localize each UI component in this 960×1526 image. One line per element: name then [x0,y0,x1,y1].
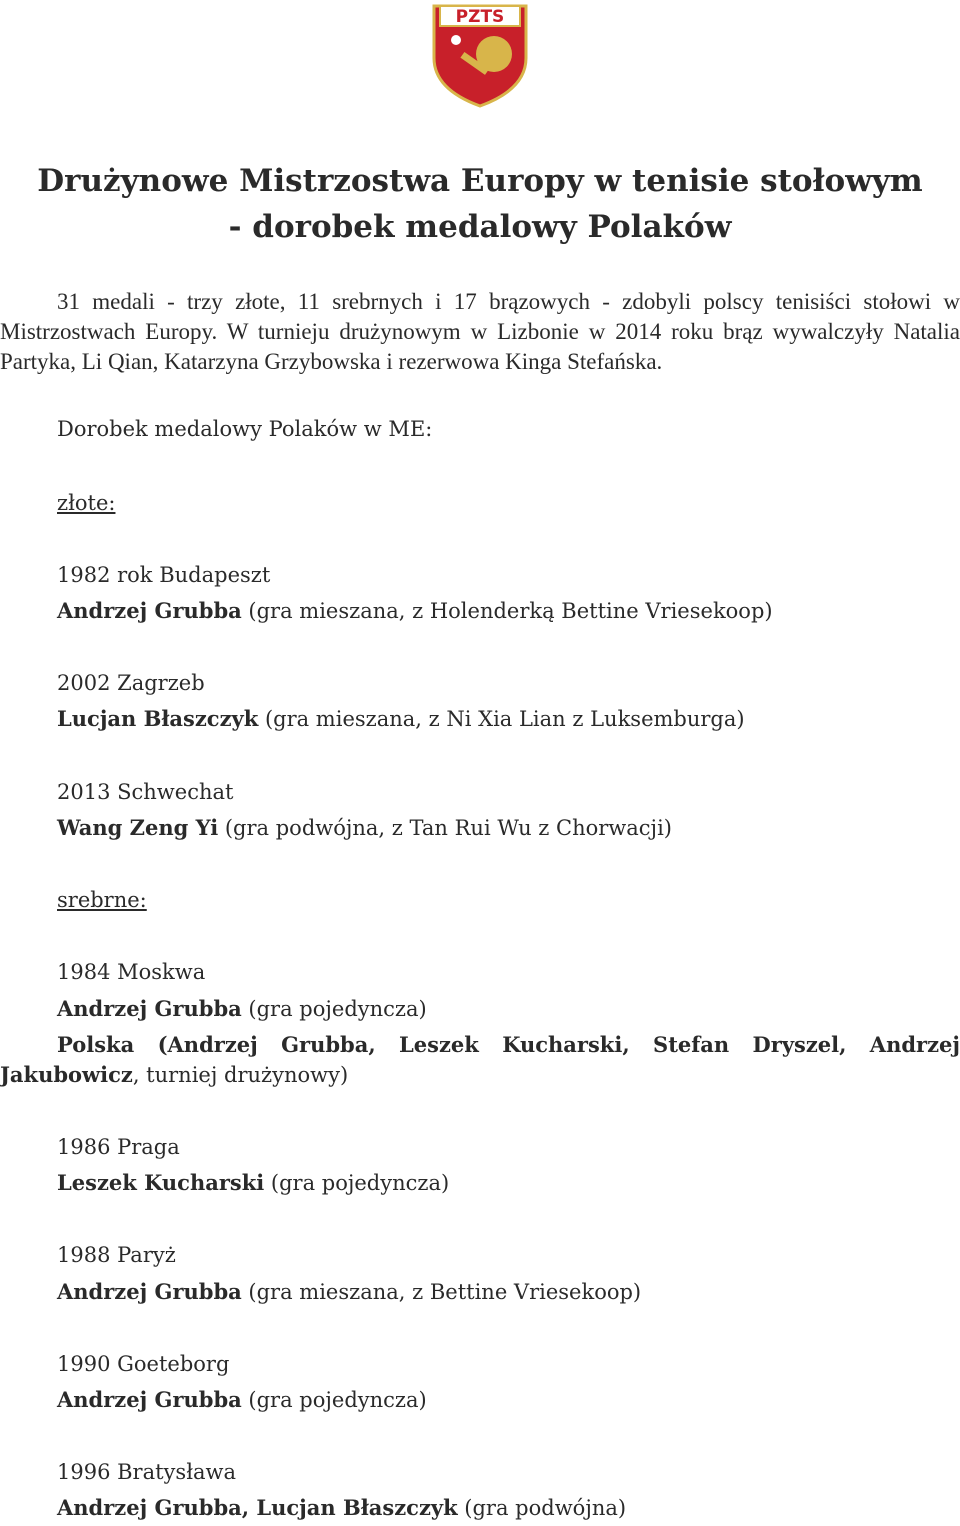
page-title-line-2: - dorobek medalowy Polaków [228,209,732,245]
silver-2-detail: (gra pojedyncza) [264,1171,450,1195]
silver-4-result [0,1385,960,1415]
silver-4-names: Andrzej Grubba [57,1387,242,1412]
silver-5-event: 1996 Bratysława [57,1460,237,1484]
silver-3-result [0,1277,960,1307]
silver-2-result [0,1168,960,1198]
intro-paragraph: 31 medali - trzy złote, 11 srebrnych i 17 brązowych - zdobyli polscy tenisiści stołowi w Mistrzostwach Europy. W turnieju drużynowym w Lizbonie w 2014 roku brąz wywalczyły Natalia Partyka, Li Qian, Katarzyna Grzybowska i rezerwowa Kinga Stefańska. [0,289,960,374]
gold-1-detail: (gra mieszana, z Holenderką Bettine Vriesekoop) [241,599,773,623]
gold-3-names: Wang Zeng Yi [57,815,219,840]
gold-heading: złote: [57,491,116,515]
gold-3-result [0,813,960,843]
gold-2-detail: (gra mieszana, z Ni Xia Lian z Luksemburga) [258,707,745,731]
silver-5-detail: (gra podwójna) [457,1496,627,1520]
silver-1-names: Andrzej Grubba [57,996,242,1021]
silver-1-detail: (gra pojedyncza) [241,997,427,1021]
silver-1-team-detail: , turniej drużynowy) [132,1063,349,1087]
gold-1-result [0,596,960,626]
summary-heading: Dorobek medalowy Polaków w ME: [57,417,433,441]
silver-3-detail: (gra mieszana, z Bettine Vriesekoop) [241,1280,642,1304]
silver-3-event: 1988 Paryż [57,1243,176,1267]
pzts-logo-icon [430,0,530,108]
silver-heading: srebrne: [57,888,147,912]
gold-2-names: Lucjan Błaszczyk [57,706,259,731]
silver-1-event: 1984 Moskwa [57,960,206,984]
silver-5-names: Andrzej Grubba, Lucjan Błaszczyk [57,1495,458,1520]
page-title-line-1: Drużynowe Mistrzostwa Europy w tenisie stołowym [37,163,923,199]
silver-1-team-result [0,1030,960,1090]
gold-3-detail: (gra podwójna, z Tan Rui Wu z Chorwacji) [218,816,672,840]
silver-1-result [0,994,960,1024]
gold-2-event: 2002 Zagrzeb [57,671,205,695]
gold-1-names: Andrzej Grubba [57,598,242,623]
gold-1-event: 1982 rok Budapeszt [57,563,271,587]
silver-1-team-names: Polska (Andrzej Grubba, Leszek Kucharski, Stefan Dryszel, Andrzej Jakubowicz [0,1032,960,1087]
silver-3-names: Andrzej Grubba [57,1279,242,1304]
silver-4-event: 1990 Goeteborg [57,1352,230,1376]
silver-4-detail: (gra pojedyncza) [241,1388,427,1412]
silver-2-event: 1986 Praga [57,1135,180,1159]
silver-2-names: Leszek Kucharski [57,1170,265,1195]
logo-text: PZTS [455,7,505,27]
gold-2-result [0,704,960,734]
silver-5-result [0,1493,960,1523]
gold-3-event: 2013 Schwechat [57,780,234,804]
